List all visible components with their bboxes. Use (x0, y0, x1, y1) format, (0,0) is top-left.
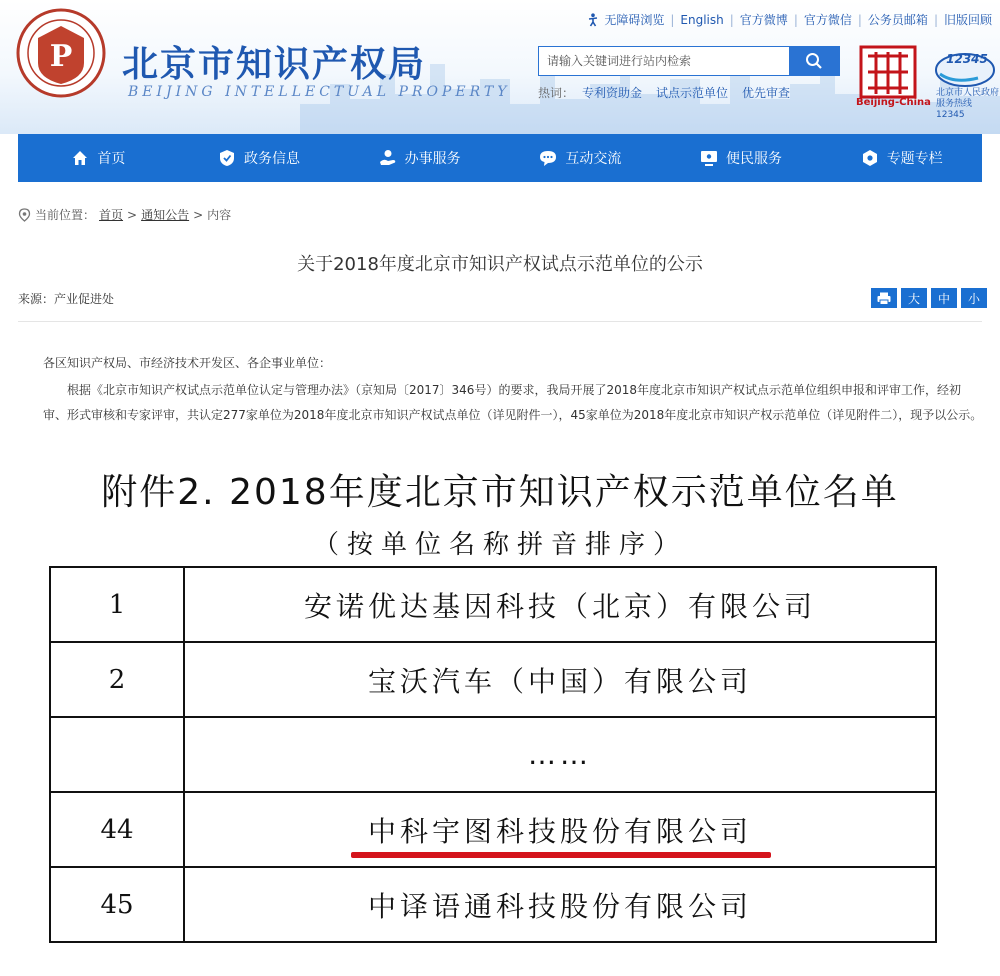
chat-bubble-icon (539, 149, 557, 167)
font-size-small-button[interactable]: 小 (961, 288, 987, 308)
table-row (50, 717, 936, 792)
hot-word[interactable]: 优先审查 (742, 86, 791, 100)
toplink-mailbox[interactable]: 公务员邮箱 (867, 13, 928, 27)
hot-words-label: 热词： (538, 86, 575, 100)
row-number: 44 (50, 792, 184, 867)
table-row (50, 642, 936, 717)
shield-icon (218, 149, 236, 167)
nav-item-interaction[interactable] (500, 134, 661, 182)
site-subtitle: BEIJING INTELLECTUAL PROPERTY (128, 84, 511, 100)
company-name: 宝沃汽车（中国）有限公司 (184, 642, 936, 717)
person-hand-icon (379, 149, 397, 167)
row-number (50, 717, 184, 792)
red-highlight-underline (351, 852, 771, 858)
nav-item-label: 便民服务 (726, 151, 783, 167)
breadcrumb-current: 内容 (207, 208, 232, 222)
site-title[interactable]: 北京市知识产权局 (122, 43, 427, 85)
main-nav (18, 134, 982, 182)
breadcrumb-separator: > (127, 207, 138, 222)
row-number: 45 (50, 867, 184, 942)
font-size-large-button[interactable]: 大 (901, 288, 927, 308)
site-header (0, 0, 1000, 134)
seal-caption: Beijing-China (856, 97, 931, 108)
accessibility-icon (586, 13, 600, 27)
search-icon (805, 52, 823, 70)
article-tools (871, 288, 987, 308)
search-box (538, 46, 840, 76)
demonstration-units-table (49, 566, 937, 943)
nav-item-convenience[interactable] (661, 134, 822, 182)
hexagon-star-icon (861, 149, 879, 167)
article-body-paragraph: 根据《北京市知识产权试点示范单位认定与管理办法》（京知局〔2017〕346号）的要求，我局开展了2018年度北京市知识产权试点示范单位组织申报和评审工作，经初审、形式审核和专家评审，共认定277家单位为2018年度北京市知识产权试点单位（详见附件一），45家单位为2018年度北京市知识产权示范单位（详见附件二），现予以公示。 (43, 383, 983, 422)
toplink-weibo[interactable]: 官方微博 (739, 13, 788, 27)
nav-item-label: 办事服务 (404, 151, 461, 167)
divider: | (793, 12, 798, 27)
top-links (586, 11, 992, 28)
toplink-old-version[interactable]: 旧版回顾 (943, 13, 992, 27)
breadcrumb-separator: > (193, 207, 204, 222)
font-size-medium-button[interactable]: 中 (931, 288, 957, 308)
hot-words (538, 84, 790, 101)
hot-word[interactable]: 专利资助金 (582, 86, 643, 100)
nav-item-special-topics[interactable] (821, 134, 982, 182)
toplink-accessibility[interactable]: 无障碍浏览 (604, 13, 665, 27)
nav-item-government-info[interactable] (179, 134, 340, 182)
toplink-english[interactable]: English (680, 12, 724, 27)
nav-item-services[interactable] (339, 134, 500, 182)
location-pin-icon (18, 208, 31, 222)
search-button[interactable] (789, 47, 839, 75)
attachment-title: 附件2. 2018年度北京市知识产权示范单位名单 (101, 472, 899, 513)
attachment-subtitle: （按单位名称拼音排序） (312, 530, 687, 560)
breadcrumb-notices[interactable]: 通知公告 (141, 208, 190, 222)
omitted-rows-ellipsis: …… (184, 717, 936, 792)
nav-item-label: 政务信息 (244, 151, 300, 167)
nav-item-label: 首页 (97, 151, 126, 167)
nav-item-home[interactable] (18, 134, 179, 182)
row-number: 2 (50, 642, 184, 717)
company-name: 中译语通科技股份有限公司 (184, 867, 936, 942)
hotline-caption: 北京市人民政府服务热线12345 (936, 88, 1000, 120)
divider (18, 321, 982, 322)
search-input[interactable] (539, 47, 791, 75)
divider: | (933, 12, 938, 27)
hot-word[interactable]: 试点示范单位 (656, 86, 729, 100)
toplink-wechat[interactable]: 官方微信 (803, 13, 852, 27)
company-name: 安诺优达基因科技（北京）有限公司 (184, 567, 936, 642)
divider: | (670, 12, 675, 27)
breadcrumb (18, 206, 231, 223)
printer-icon (877, 292, 891, 305)
nav-item-label: 专题专栏 (886, 151, 943, 167)
table-row (50, 867, 936, 942)
hotline-number: 12345 (946, 52, 988, 66)
monitor-icon (700, 149, 718, 167)
breadcrumb-home[interactable]: 首页 (99, 208, 124, 222)
divider: | (729, 12, 734, 27)
nav-item-label: 互动交流 (565, 151, 622, 167)
table-row (50, 567, 936, 642)
home-icon (71, 149, 89, 167)
breadcrumb-prefix: 当前位置： (35, 208, 96, 222)
article-salutation: 各区知识产权局、市经济技术开发区、各企事业单位： (43, 356, 332, 370)
print-button[interactable] (871, 288, 897, 308)
svg-text:P: P (49, 39, 73, 74)
hotline-12345-logo[interactable] (934, 48, 996, 88)
ipo-emblem-logo[interactable] (16, 8, 106, 98)
article-title: 关于2018年度北京市知识产权试点示范单位的公示 (297, 254, 703, 275)
divider: | (857, 12, 862, 27)
company-name-highlighted: 中科宇图科技股份有限公司 (184, 792, 936, 867)
row-number: 1 (50, 567, 184, 642)
article-source: 来源：产业促进处 (18, 292, 115, 306)
